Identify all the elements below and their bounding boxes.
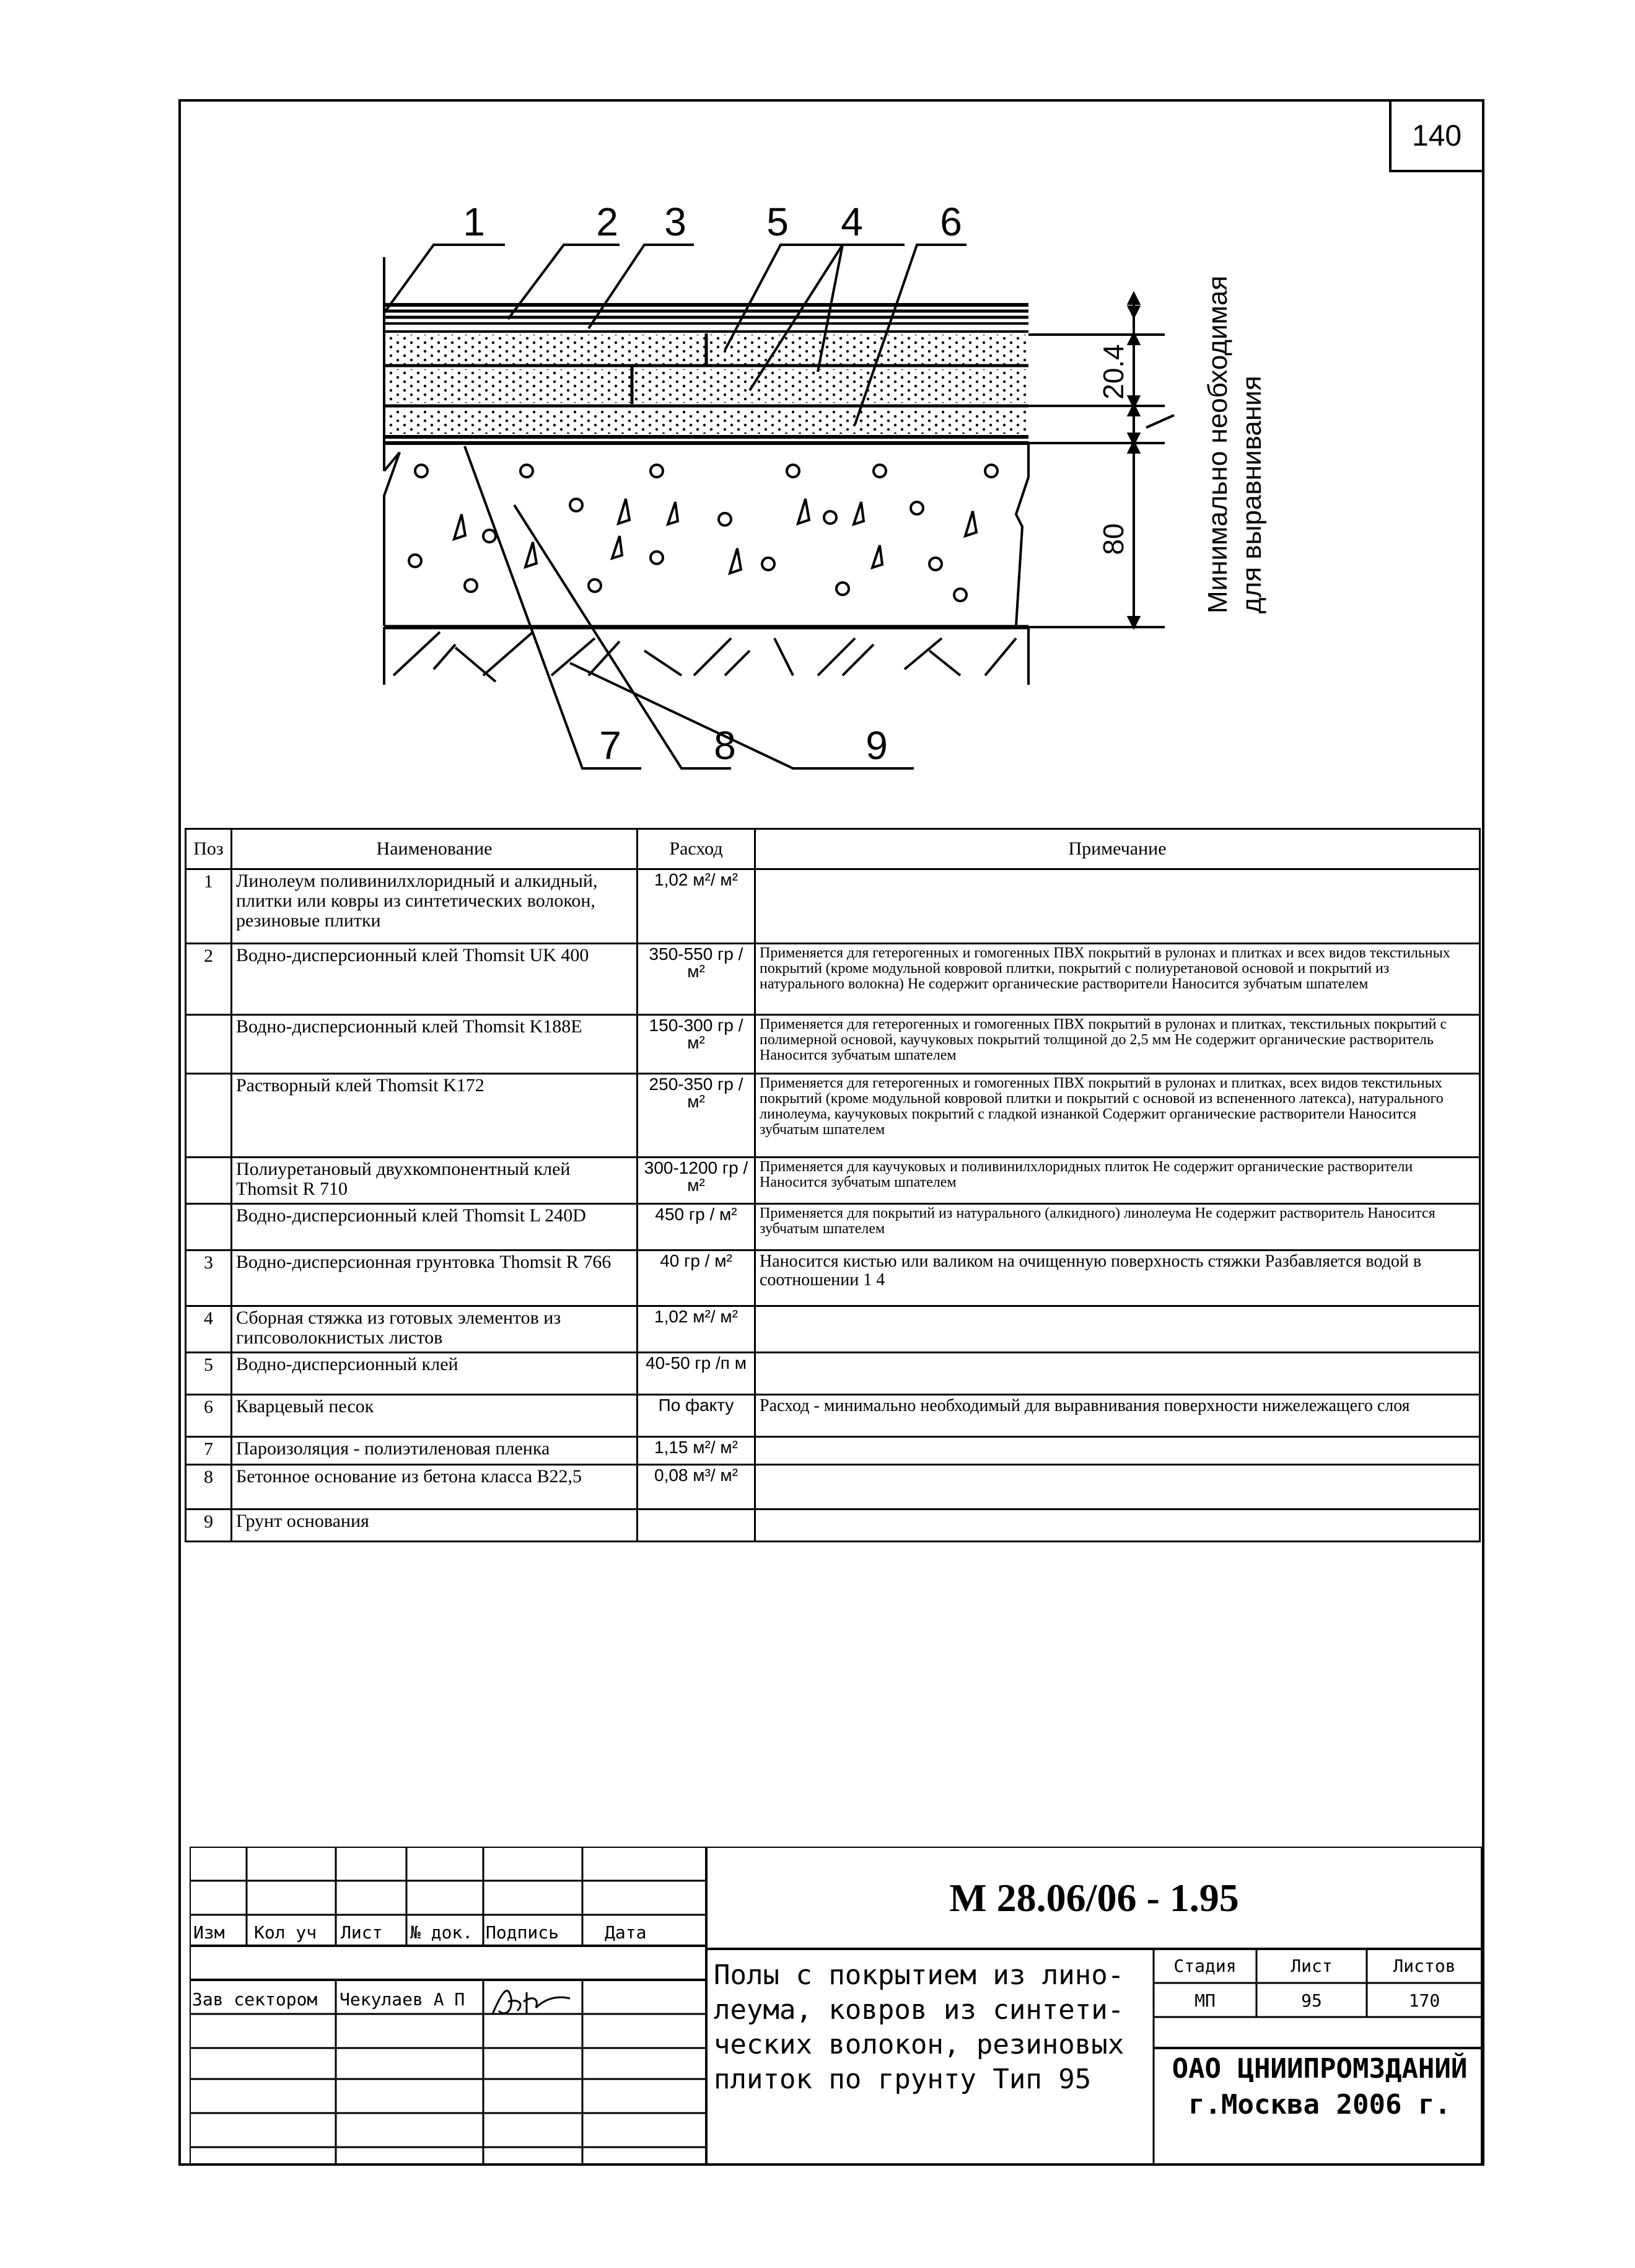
table-row: Растворный клей Thomsit K172 250-350 гр / м² Применяется для гетерогенных и гомогенных ПВХ покрытий в рулонах и плитках, всех видов текстильных покрытий (кроме модульной ковровой плитки и покрытий с основой из вспененного латекса), натурального линолеума, каучуковых покрытий с гладкой изнанкой Содержит органические растворители Наносится зубчатым шпателем (186, 1074, 1480, 1158)
org-city-year: г.Москва 2006 г. (1188, 2089, 1451, 2121)
col-signature: Подпись (486, 1922, 559, 1943)
desc-line-4: плиток по грунту Тип 95 (714, 2064, 1092, 2095)
organization (1159, 2051, 1481, 2123)
stage-value: МП (1194, 1990, 1216, 2011)
table-row: 7 Пароизоляция - полиэтиленовая пленка 1,15 м²/ м² (186, 1437, 1480, 1465)
signature (489, 1980, 576, 2023)
person-name: Чекулаев А П (340, 1989, 465, 2010)
header-note: Примечание (755, 829, 1480, 869)
table-row: 4 Сборная стяжка из готовых элементов из гипсоволокнистых листов 1,02 м²/ м² (186, 1306, 1480, 1353)
callout-4: 4 (841, 200, 863, 244)
table-row: 5 Водно-дисперсионный клей 40-50 гр /п м (186, 1353, 1480, 1395)
callout-6: 6 (940, 200, 962, 244)
col-doc-no: № док. (410, 1922, 473, 1943)
revision-header (190, 1916, 706, 1947)
callout-7: 7 (599, 723, 621, 768)
sand-layer (384, 409, 1028, 434)
org-name: ОАО ЦНИИПРОМЗДАНИЙ (1172, 2053, 1468, 2085)
leaders-bottom (465, 446, 914, 768)
dimension-line (1028, 294, 1174, 627)
sheet-value: 95 (1301, 1990, 1322, 2011)
table-row: 6 Кварцевый песок По факту Расход - минимально необходимый для выравнивания поверхности нижележащего слоя (186, 1395, 1480, 1437)
callout-5: 5 (766, 200, 789, 244)
stage-label: Стадия (1173, 1956, 1237, 1976)
desc-line-3: ческих волокон, резиновых (714, 2029, 1124, 2060)
callout-2: 2 (596, 200, 618, 244)
table-row: Полиуретановый двухкомпонентный клей Thomsit R 710 300-1200 гр / м² Применяется для каучуковых и поливинилхлоридных плиток Не содержит органические растворители Наносится зубчатым шпателем (186, 1158, 1480, 1204)
sheets-value: 170 (1408, 1990, 1440, 2011)
callout-9: 9 (866, 723, 888, 768)
gypsum-board-lower (384, 369, 1028, 403)
dim-upper: 20.4 (1097, 344, 1129, 400)
callout-8: 8 (714, 723, 736, 768)
header-name: Наименование (232, 829, 638, 869)
drawing-description (706, 1958, 1160, 2097)
table-row: Водно-дисперсионный клей Thomsit K188E 150-300 гр / м² Применяется для гетерогенных и гомогенных ПВХ покрытий в рулонах и плитках, текстильных покрытий с полимерной основой, каучуковых покрытий толщиной до 2,5 мм Не содержит органические растворитель Наносится зубчатым шпателем (186, 1015, 1480, 1074)
dim-lower: 80 (1097, 523, 1129, 555)
top-layers (384, 305, 1028, 332)
col-kol-uch: Кол уч (254, 1922, 317, 1943)
role: Зав сектором (192, 1989, 318, 2010)
sheets-label: Листов (1393, 1956, 1456, 1976)
table-row: 2 Водно-дисперсионный клей Thomsit UK 400 350-550 гр / м² Применяется для гетерогенных и гомогенных ПВХ покрытий в рулонах и плитках и всех видов текстильных покрытий (кроме модульной ковровой плитки, покрытий с полиуретановой основой и покрытий из натурального волокна) Не содержит органические растворители Наносится зубчатым шпателем (186, 944, 1480, 1015)
floor-section-drawing (347, 180, 1338, 787)
header-use: Расход (638, 829, 755, 869)
desc-line-1: Полы с покрытием из лино- (714, 1959, 1124, 1991)
soil-hatching (393, 632, 1016, 682)
col-list: Лист (341, 1922, 383, 1943)
document-code: М 28.06/06 - 1.95 (949, 1875, 1239, 1920)
col-date: Дата (605, 1922, 647, 1943)
table-header (186, 829, 1480, 869)
table-row: 8 Бетонное основание из бетона класса В22,5 0,08 м³/ м² (186, 1465, 1480, 1510)
side-note-line1: Минимально необходимая (1203, 275, 1233, 613)
table-row: Водно-дисперсионный клей Thomsit L 240D 450 гр / м² Применяется для покрытий из натурального (алкидного) линолеума Не содержит растворитель Наносится зубчатым шпателем (186, 1204, 1480, 1250)
col-izm: Изм (193, 1922, 225, 1943)
table-row: 3 Водно-дисперсионная грунтовка Thomsit R 766 40 гр / м² Наносится кистью или валиком на очищенную поверхность стяжки Разбавляется водой в соотношении 1 4 (186, 1250, 1480, 1306)
side-note-line2: для выравнивания (1237, 376, 1267, 613)
sheet-number: 140 (1389, 99, 1484, 172)
callout-1: 1 (463, 200, 485, 244)
sheet-label: Лист (1291, 1956, 1333, 1976)
specification-table (185, 828, 1481, 1542)
table-row: 9 Грунт основания (186, 1510, 1480, 1542)
desc-line-2: леума, ковров из синтети- (714, 1994, 1124, 2026)
header-pos: Поз (186, 829, 232, 869)
table-row: 1 Линолеум поливинилхлоридный и алкидный, плитки или ковры из синтетических волокон, резиновые плитки 1,02 м²/ м² (186, 869, 1480, 944)
callout-3: 3 (664, 200, 686, 244)
